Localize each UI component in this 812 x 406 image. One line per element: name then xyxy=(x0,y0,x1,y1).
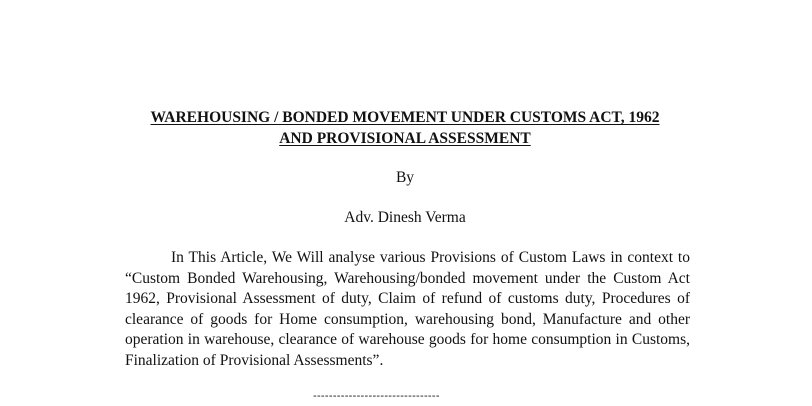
intro-paragraph: In This Article, We Will analyse various Provisions of Custom Laws in context to “Custom Bonded Warehousing, Warehousing/bonded movement under the Custom Act 1962, Provisional Assessment of duty, Claim of refund of customs duty, Procedures of clearance of goods for Home consumption, warehousing bond, Manufacture and other operation in warehouse, clearance of warehouse goods for home consumption in Customs, Finalization of Provisional Assessments”. xyxy=(125,249,690,369)
section-separator: -------------------------------- xyxy=(313,390,440,402)
byline-label: By xyxy=(395,169,415,186)
title-line-2 xyxy=(120,128,690,149)
title-line-1-text: WAREHOUSING / BONDED MOVEMENT UNDER CUSTOMS ACT, 1962 xyxy=(150,109,660,126)
title-line-2-text: AND PROVISIONAL ASSESSMENT xyxy=(279,130,531,147)
document-title xyxy=(120,107,690,149)
title-line-1 xyxy=(120,107,690,128)
author-name: Adv. Dinesh Verma xyxy=(344,209,466,226)
